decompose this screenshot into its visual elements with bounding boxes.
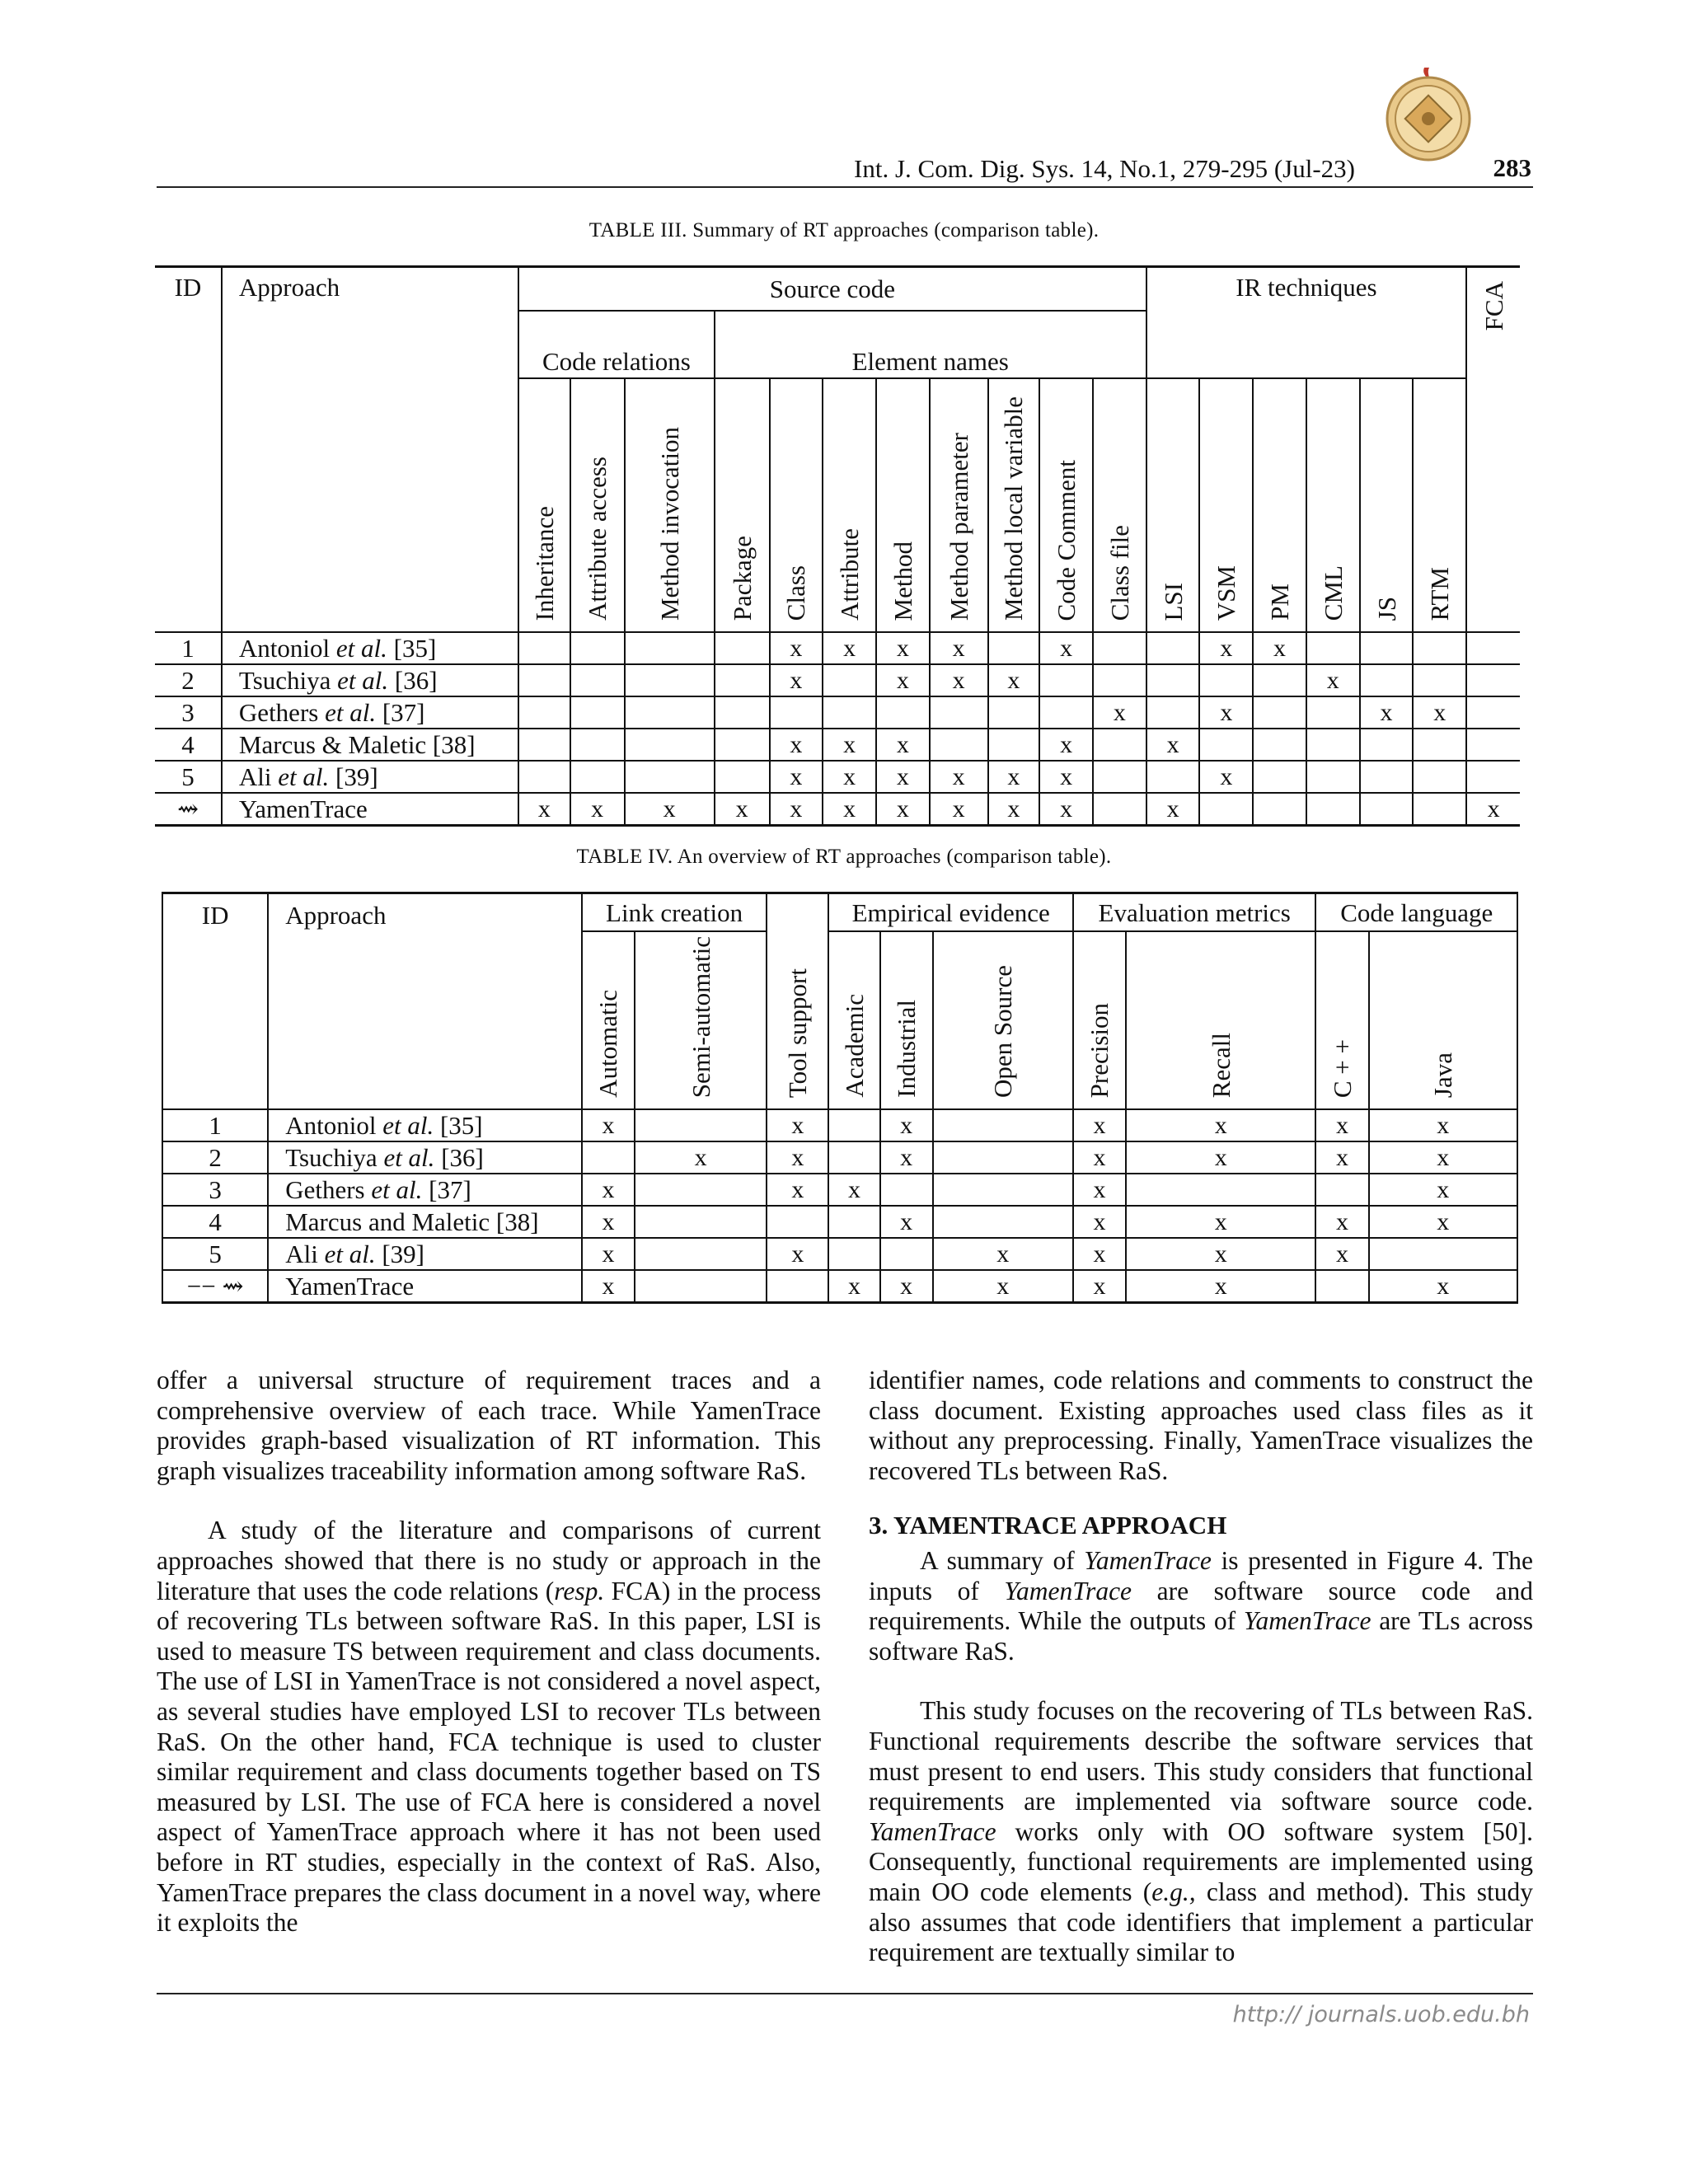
table4-approach-header: Approach	[285, 901, 387, 930]
table4-cell-mark: x	[880, 1141, 933, 1174]
section-heading: 3. YAMENTRACE APPROACH	[869, 1511, 1227, 1540]
table4-cell-mark	[635, 1206, 767, 1238]
table4-row	[162, 1174, 1517, 1206]
table4-row-id: 3	[162, 1174, 268, 1206]
table3-cell-mark	[1199, 793, 1253, 826]
table4-col-0: Automatic	[593, 990, 623, 1098]
table3-cell-mark	[930, 696, 988, 729]
table4-cell-mark	[828, 1141, 879, 1174]
table4-cell-mark	[582, 1141, 635, 1174]
table3-cell-mark	[1413, 632, 1466, 664]
table3-cell-mark: x	[1360, 696, 1414, 729]
table3-cell-mark	[1466, 664, 1520, 696]
table4-row-id: 1	[162, 1109, 268, 1141]
table4-row-approach: Marcus and Maletic [38]	[268, 1206, 582, 1238]
table4-cell-mark: x	[1073, 1174, 1126, 1206]
table3-cell-mark	[1093, 632, 1146, 664]
table3-cell-mark	[1306, 696, 1360, 729]
table3-cell-mark	[1413, 761, 1466, 793]
table4-row	[162, 1109, 1517, 1141]
table3-col-5: Attribute	[835, 528, 865, 621]
table3-cell-mark	[1253, 729, 1306, 761]
table4-cell-mark	[933, 1141, 1073, 1174]
table3-cell-mark	[876, 696, 930, 729]
table3-col-0: Inheritance	[529, 505, 559, 621]
table3-cell-mark	[1360, 761, 1414, 793]
table4-cell-mark: x	[1126, 1141, 1315, 1174]
table4-cell-mark: x	[1315, 1141, 1368, 1174]
table3-cell-mark	[1306, 761, 1360, 793]
right-paragraph-2: A summary of YamenTrace is presented in Figure 4. The inputs of YamenTrace are software source code and requirements. While the outputs of YamenTrace are TLs across software RaS.	[869, 1545, 1534, 1666]
table3-element-names-header: Element names	[715, 311, 1146, 378]
table4-cell-mark: x	[1369, 1174, 1517, 1206]
table3-row-approach: Gethers et al. [37]	[222, 696, 518, 729]
table3-cell-mark: x	[770, 729, 823, 761]
table3-cell-mark	[1253, 761, 1306, 793]
table3-col-4: Class	[781, 565, 811, 621]
table3-col-6: Method	[888, 541, 917, 621]
table4-evaluation-header: Evaluation metrics	[1073, 893, 1316, 932]
table3-ir-header: IR techniques	[1146, 267, 1466, 312]
table3-cell-mark: x	[930, 632, 988, 664]
table3-col-15: JS	[1372, 596, 1401, 621]
table4-row-id: −− ⇝	[162, 1270, 268, 1303]
table4-col-6: Precision	[1085, 1002, 1114, 1098]
table4-cell-mark: x	[582, 1270, 635, 1303]
table3-cell-mark	[1146, 696, 1200, 729]
table3-cell-mark: x	[988, 664, 1040, 696]
table4-cell-mark: x	[767, 1141, 828, 1174]
table3-cell-mark	[823, 696, 876, 729]
table3-cell-mark: x	[1306, 664, 1360, 696]
table3-cell-mark	[570, 696, 625, 729]
left-paragraph-1: offer a universal structure of requirement traces and a comprehensive overview of each trace. While YamenTrace provides graph-based visualization of RT information. This graph visualizes traceability information among software RaS.	[157, 1366, 821, 1485]
table3-cell-mark	[988, 632, 1040, 664]
table3-id-header: ID	[155, 267, 222, 633]
table4-row	[162, 1206, 1517, 1238]
table3-col-12: VSM	[1212, 565, 1241, 621]
table3-cell-mark: x	[1253, 632, 1306, 664]
table3-row-id: 2	[155, 664, 222, 696]
table3-cell-mark	[1146, 761, 1200, 793]
table4-language-header: Code language	[1315, 893, 1517, 932]
table4-id-header: ID	[162, 893, 268, 1110]
table3-cell-mark	[1146, 632, 1200, 664]
table4-cell-mark: x	[1369, 1270, 1517, 1303]
table4-row-approach: YamenTrace	[268, 1270, 582, 1303]
table3-cell-mark: x	[1466, 793, 1520, 826]
table3-cell-mark: x	[823, 761, 876, 793]
table3-cell-mark	[988, 696, 1040, 729]
table4-cell-mark	[1369, 1238, 1517, 1270]
table3-comparison	[155, 265, 1520, 827]
table4-row	[162, 1270, 1517, 1303]
table3-cell-mark	[823, 664, 876, 696]
table3-cell-mark: x	[876, 793, 930, 826]
table4-cell-mark: x	[582, 1109, 635, 1141]
table4-cell-mark: x	[1126, 1238, 1315, 1270]
table3-cell-mark	[1306, 793, 1360, 826]
table3-cell-mark	[625, 664, 715, 696]
table4-row-approach: Ali et al. [39]	[268, 1238, 582, 1270]
table4-cell-mark	[880, 1238, 933, 1270]
table4-cell-mark: x	[582, 1174, 635, 1206]
table3-row-id: 5	[155, 761, 222, 793]
table3-cell-mark	[625, 729, 715, 761]
table3-cell-mark: x	[715, 793, 770, 826]
table3-cell-mark: x	[1039, 761, 1093, 793]
table4-cell-mark: x	[1369, 1141, 1517, 1174]
table3-col-14: CML	[1318, 565, 1348, 621]
footer-url[interactable]: http:// journals.uob.edu.bh	[1232, 2002, 1530, 2027]
university-seal-icon	[1385, 64, 1472, 163]
table4-cell-mark: x	[635, 1141, 767, 1174]
table3-cell-mark	[1466, 632, 1520, 664]
table3-cell-mark: x	[823, 729, 876, 761]
table4-col-1: Semi-automatic	[686, 935, 715, 1098]
table4-row-id: 2	[162, 1141, 268, 1174]
table3-col-7: Method parameter	[944, 432, 973, 621]
table3-cell-mark	[570, 632, 625, 664]
table4-cell-mark: x	[1126, 1270, 1315, 1303]
table3-row	[155, 664, 1520, 696]
table3-cell-mark: x	[876, 664, 930, 696]
table3-row-id: 1	[155, 632, 222, 664]
table3-col-3: Package	[727, 535, 757, 621]
table3-cell-mark	[1253, 696, 1306, 729]
table4-cell-mark	[767, 1270, 828, 1303]
table3-row-id: 3	[155, 696, 222, 729]
table4-col-tool-support: Tool support	[783, 968, 813, 1098]
table4-cell-mark: x	[1315, 1109, 1368, 1141]
table4-cell-mark: x	[828, 1174, 879, 1206]
table3-fca-header: FCA	[1479, 281, 1508, 331]
table3-cell-mark	[570, 761, 625, 793]
table3-cell-mark: x	[570, 793, 625, 826]
table3-cell-mark	[1360, 664, 1414, 696]
table3-cell-mark	[1253, 664, 1306, 696]
table3-cell-mark	[1199, 729, 1253, 761]
table3-cell-mark	[1466, 696, 1520, 729]
table4-cell-mark: x	[933, 1238, 1073, 1270]
table4-cell-mark: x	[582, 1206, 635, 1238]
table3-cell-mark	[715, 729, 770, 761]
table3-cell-mark	[930, 729, 988, 761]
table4-cell-mark	[828, 1238, 879, 1270]
table4-row-approach: Antoniol et al. [35]	[268, 1109, 582, 1141]
table4-cell-mark: x	[1369, 1109, 1517, 1141]
table3-col-16: RTM	[1425, 566, 1455, 621]
table4-cell-mark: x	[1315, 1238, 1368, 1270]
table3-cell-mark	[770, 696, 823, 729]
left-paragraph-2: A study of the literature and comparisons of current approaches showed that there is no study or approach in the literature that uses the code relations (resp. FCA) in the process of recovering TLs between software RaS. In this paper, LSI is used to measure TS between requirement and class documents. The use of LSI in YamenTrace is not considered a novel aspect, as several studies have employed LSI to recover TLs between RaS. On the other hand, FCA technique is used to cluster similar requirement and class documents together based on TS measured by LSI. The use of FCA here is considered a novel aspect of YamenTrace approach where it has not been used before in RT studies, especially in the context of RaS. Also, YamenTrace prepares the class document in a novel way, where it exploits the	[157, 1516, 821, 1938]
table3-cell-mark	[1360, 729, 1414, 761]
table3-cell-mark: x	[770, 664, 823, 696]
footer-rule	[157, 1993, 1533, 1994]
table4-cell-mark: x	[1369, 1206, 1517, 1238]
table3-cell-mark: x	[1199, 696, 1253, 729]
table3-source-code-header: Source code	[518, 267, 1146, 312]
table3-row-approach: YamenTrace	[222, 793, 518, 826]
table3-col-8: Method local variable	[999, 396, 1029, 621]
table3-cell-mark	[1413, 664, 1466, 696]
table3-cell-mark: x	[770, 761, 823, 793]
table3-cell-mark	[715, 761, 770, 793]
table3-cell-mark	[1093, 793, 1146, 826]
table3-cell-mark: x	[770, 632, 823, 664]
left-column	[157, 1366, 821, 1938]
table4-cell-mark	[635, 1109, 767, 1141]
table4-cell-mark	[828, 1109, 879, 1141]
table3-cell-mark	[1306, 632, 1360, 664]
table4-cell-mark: x	[880, 1270, 933, 1303]
table3-cell-mark	[625, 761, 715, 793]
table3-cell-mark	[715, 696, 770, 729]
table3-row	[155, 761, 1520, 793]
table4-cell-mark	[933, 1206, 1073, 1238]
table3-cell-mark	[1093, 729, 1146, 761]
table3-row	[155, 696, 1520, 729]
table3-cell-mark	[1039, 696, 1093, 729]
table3-cell-mark	[518, 664, 570, 696]
table4-row	[162, 1238, 1517, 1270]
table3-cell-mark: x	[770, 793, 823, 826]
table3-row-approach: Ali et al. [39]	[222, 761, 518, 793]
table4-cell-mark: x	[1073, 1270, 1126, 1303]
table3-cell-mark	[518, 632, 570, 664]
table3-cell-mark	[570, 729, 625, 761]
table4-cell-mark	[828, 1206, 879, 1238]
right-paragraph-1: identifier names, code relations and comments to construct the class document. Existing approaches used class files as it without any preprocessing. Finally, YamenTrace visualizes the recovered TLs between RaS.	[869, 1366, 1533, 1485]
table3-cell-mark	[1466, 729, 1520, 761]
table4-cell-mark	[767, 1206, 828, 1238]
table3-cell-mark: x	[625, 793, 715, 826]
table3-cell-mark	[518, 696, 570, 729]
table3-cell-mark: x	[930, 793, 988, 826]
table4-cell-mark	[933, 1109, 1073, 1141]
table3-cell-mark: x	[876, 761, 930, 793]
table4-col-8: C + +	[1328, 1038, 1357, 1098]
table3-cell-mark: x	[1039, 729, 1093, 761]
right-paragraph-3: This study focuses on the recovering of TLs between RaS. Functional requirements describe the software services that must present to end users. This study considers that functional requirements are implemented via software source code. YamenTrace works only with OO software system [50]. Consequently, functional requirements are implemented using main OO code elements (e.g., class and method). This study also assumes that code identifiers that implement a particular requirement are textually similar to	[869, 1696, 1533, 1967]
table4-cell-mark	[880, 1174, 933, 1206]
table3-row-id: ⇝	[155, 793, 222, 826]
table3-cell-mark: x	[823, 793, 876, 826]
table3-col-13: PM	[1265, 583, 1295, 621]
table3-cell-mark	[1146, 664, 1200, 696]
table4-cell-mark: x	[880, 1109, 933, 1141]
table4-cell-mark: x	[1126, 1206, 1315, 1238]
table4-cell-mark: x	[1073, 1141, 1126, 1174]
table4-cell-mark: x	[880, 1206, 933, 1238]
table4-cell-mark: x	[1073, 1109, 1126, 1141]
page-number: 283	[1493, 153, 1531, 182]
table3-cell-mark: x	[518, 793, 570, 826]
table3-caption: TABLE III. Summary of RT approaches (comparison table).	[588, 219, 1100, 241]
table3-cell-mark: x	[1146, 729, 1200, 761]
table3-col-2: Method invocation	[654, 426, 684, 621]
table4-cell-mark: x	[1126, 1109, 1315, 1141]
table3-cell-mark: x	[1146, 793, 1200, 826]
table3-row-approach: Tsuchiya et al. [36]	[222, 664, 518, 696]
table4-link-creation-header: Link creation	[582, 893, 767, 932]
table4-cell-mark	[933, 1174, 1073, 1206]
table4-cell-mark	[635, 1238, 767, 1270]
table4-cell-mark	[1315, 1270, 1368, 1303]
table4-row-id: 5	[162, 1238, 268, 1270]
table3-cell-mark	[1360, 793, 1414, 826]
table3-cell-mark	[1199, 664, 1253, 696]
table3-cell-mark: x	[876, 632, 930, 664]
table4-col-4: Industrial	[892, 1000, 921, 1098]
table4-cell-mark: x	[767, 1174, 828, 1206]
table4-cell-mark: x	[767, 1238, 828, 1270]
table3-cell-mark	[1253, 793, 1306, 826]
table3-row	[155, 729, 1520, 761]
table3-cell-mark	[625, 632, 715, 664]
table4-col-3: Academic	[839, 994, 869, 1098]
table3-code-relations-header: Code relations	[518, 311, 715, 378]
table4-cell-mark	[1126, 1174, 1315, 1206]
table4-cell-mark: x	[767, 1109, 828, 1141]
table3-cell-mark	[1413, 793, 1466, 826]
table3-row-approach: Antoniol et al. [35]	[222, 632, 518, 664]
table4-cell-mark: x	[582, 1238, 635, 1270]
table4-row-id: 4	[162, 1206, 268, 1238]
header-rule	[157, 186, 1533, 188]
table4-row	[162, 1141, 1517, 1174]
table3-cell-mark: x	[930, 761, 988, 793]
table4-cell-mark	[1315, 1174, 1368, 1206]
table3-cell-mark	[715, 632, 770, 664]
table3-col-10: Class file	[1104, 524, 1134, 621]
table3-cell-mark	[988, 729, 1040, 761]
table3-cell-mark: x	[823, 632, 876, 664]
table3-cell-mark: x	[876, 729, 930, 761]
table3-row-id: 4	[155, 729, 222, 761]
table4-cell-mark	[635, 1270, 767, 1303]
table3-cell-mark	[1413, 729, 1466, 761]
table3-cell-mark	[1466, 761, 1520, 793]
table4-cell-mark: x	[1315, 1206, 1368, 1238]
table3-cell-mark: x	[930, 664, 988, 696]
table3-cell-mark	[1093, 664, 1146, 696]
table4-caption: TABLE IV. An overview of RT approaches (comparison table).	[576, 846, 1112, 868]
table3-row	[155, 632, 1520, 664]
table4-cell-mark: x	[1073, 1206, 1126, 1238]
journal-citation: Int. J. Com. Dig. Sys. 14, No.1, 279-295 (Jul-23)	[854, 154, 1355, 183]
table3-col-1: Attribute access	[583, 457, 612, 621]
table3-cell-mark: x	[1039, 632, 1093, 664]
table3-col-9: Code Comment	[1052, 459, 1081, 621]
table3-cell-mark: x	[1199, 761, 1253, 793]
table3-cell-mark	[715, 664, 770, 696]
table4-empirical-header: Empirical evidence	[828, 893, 1073, 932]
right-column	[869, 1366, 1533, 1968]
table3-row	[155, 793, 1520, 826]
table4-col-7: Recall	[1206, 1032, 1236, 1098]
table4-row-approach: Gethers et al. [37]	[268, 1174, 582, 1206]
table3-cell-mark	[1360, 632, 1414, 664]
table4-cell-mark: x	[1073, 1238, 1126, 1270]
table4-cell-mark: x	[828, 1270, 879, 1303]
table3-cell-mark	[625, 696, 715, 729]
table3-cell-mark	[570, 664, 625, 696]
table3-approach-header: Approach	[238, 273, 340, 302]
table3-cell-mark	[1039, 664, 1093, 696]
table3-cell-mark: x	[1199, 632, 1253, 664]
table3-cell-mark	[1093, 761, 1146, 793]
table4-cell-mark: x	[933, 1270, 1073, 1303]
table4-col-5: Open Source	[988, 965, 1018, 1098]
table4-row-approach: Tsuchiya et al. [36]	[268, 1141, 582, 1174]
table4-col-9: Java	[1428, 1052, 1458, 1098]
table4-overview	[162, 892, 1518, 1304]
table3-cell-mark: x	[988, 761, 1040, 793]
table3-cell-mark: x	[1413, 696, 1466, 729]
table3-cell-mark	[518, 761, 570, 793]
table3-cell-mark	[518, 729, 570, 761]
table3-cell-mark: x	[1039, 793, 1093, 826]
table4-cell-mark	[635, 1174, 767, 1206]
table3-col-11: LSI	[1158, 582, 1188, 621]
table3-row-approach: Marcus & Maletic [38]	[222, 729, 518, 761]
table3-cell-mark	[1306, 729, 1360, 761]
table3-cell-mark: x	[1093, 696, 1146, 729]
table3-cell-mark: x	[988, 793, 1040, 826]
